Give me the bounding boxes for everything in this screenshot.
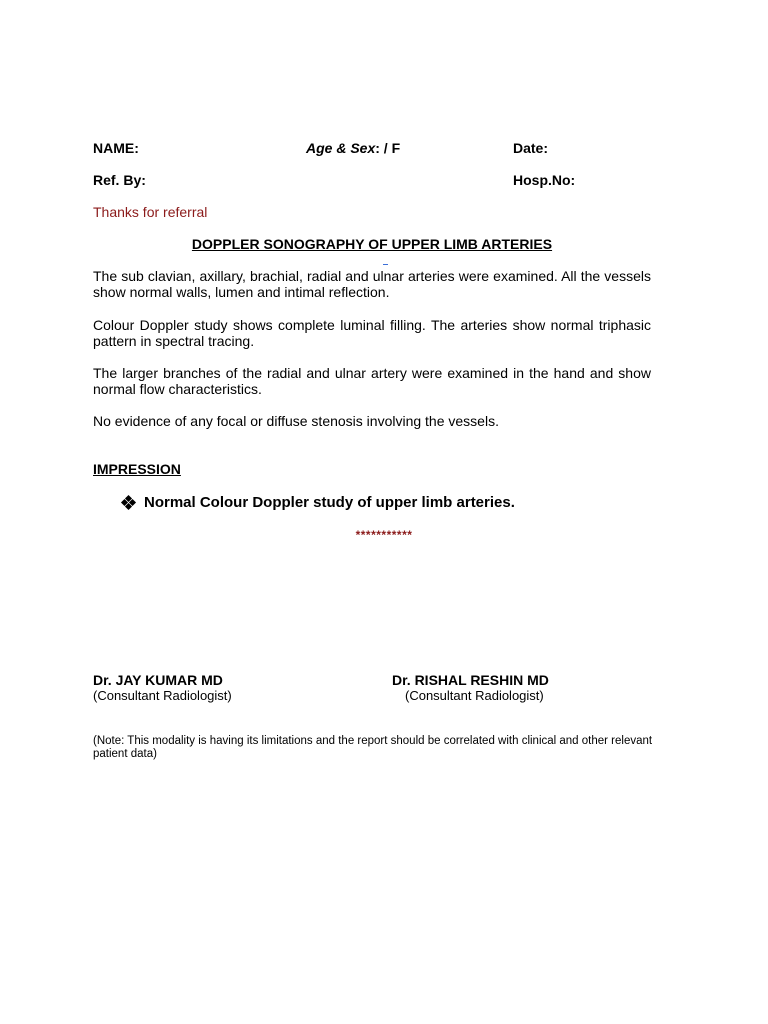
finding-paragraph-1: The sub clavian, axillary, brachial, radial and ulnar arteries were examined. All the vessels show normal walls, lumen and intimal reflection. [93, 268, 651, 300]
signature-1-role: (Consultant Radiologist) [93, 688, 232, 703]
age-sex-label: Age & Sex [306, 140, 376, 156]
signature-2-name: Dr. RISHAL RESHIN MD [392, 672, 549, 688]
finding-paragraph-3: The larger branches of the radial and ulnar artery were examined in the hand and show normal flow characteristics. [93, 365, 651, 397]
end-marker: *********** [355, 528, 413, 542]
impression-heading: IMPRESSION [93, 461, 181, 477]
impression-item [121, 494, 515, 511]
date-label: Date: [513, 140, 549, 156]
hosp-no-label: Hosp.No: [513, 172, 576, 188]
age-sex-field [306, 140, 400, 156]
finding-paragraph-2: Colour Doppler study shows complete luminal filling. The arteries show normal triphasic pattern in spectral tracing. [93, 317, 651, 349]
signature-1-name: Dr. JAY KUMAR MD [93, 672, 223, 688]
report-title: DOPPLER SONOGRAPHY OF UPPER LIMB ARTERIES [191, 236, 553, 252]
diamond-bullet-icon [121, 496, 135, 510]
age-sex-value: : / F [375, 140, 401, 156]
ref-by-label: Ref. By: [93, 172, 146, 188]
finding-paragraph-4: No evidence of any focal or diffuse stenosis involving the vessels. [93, 413, 499, 429]
name-label: NAME: [93, 140, 139, 156]
impression-item-text: Normal Colour Doppler study of upper limb arteries. [144, 494, 515, 511]
thanks-text: Thanks for referral [93, 204, 208, 220]
signature-2-role: (Consultant Radiologist) [405, 688, 544, 703]
edit-mark [383, 264, 388, 265]
disclaimer-note: (Note: This modality is having its limitations and the report should be correlated with clinical and other relevant patient data) [93, 735, 653, 760]
